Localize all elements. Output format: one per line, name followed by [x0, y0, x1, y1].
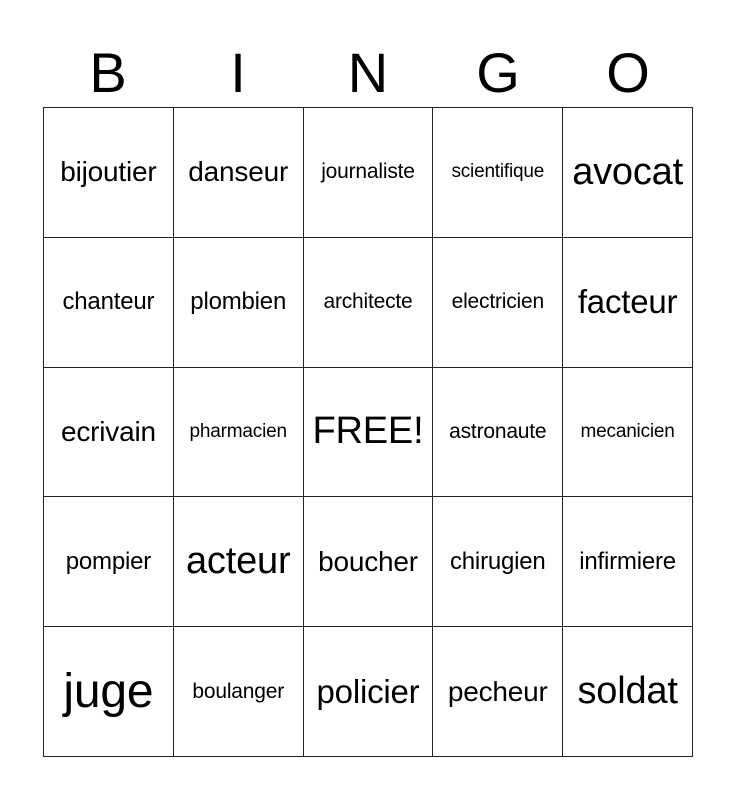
bingo-cell[interactable]: chanteur [44, 238, 174, 368]
bingo-cell[interactable]: boucher [304, 497, 434, 627]
bingo-cell[interactable]: bijoutier [44, 108, 174, 238]
bingo-card-grid [43, 107, 693, 757]
header-letter-i: I [230, 41, 246, 104]
bingo-cell[interactable]: policier [304, 627, 434, 757]
bingo-cell[interactable]: astronaute [433, 368, 563, 498]
bingo-cell[interactable]: electricien [433, 238, 563, 368]
bingo-cell[interactable]: architecte [304, 238, 434, 368]
free-space-cell[interactable]: FREE! [304, 368, 434, 498]
bingo-cell[interactable]: pecheur [433, 627, 563, 757]
bingo-cell[interactable]: chirugien [433, 497, 563, 627]
bingo-cell[interactable]: scientifique [433, 108, 563, 238]
bingo-cell[interactable]: soldat [563, 627, 693, 757]
header-letter-n: N [347, 41, 389, 104]
bingo-cell[interactable]: infirmiere [563, 497, 693, 627]
bingo-header [43, 40, 693, 106]
bingo-cell[interactable]: journaliste [304, 108, 434, 238]
bingo-cell[interactable]: pharmacien [174, 368, 304, 498]
header-letter-o: O [606, 41, 650, 104]
header-letter-b: B [89, 41, 127, 104]
bingo-cell[interactable]: acteur [174, 497, 304, 627]
bingo-cell[interactable]: mecanicien [563, 368, 693, 498]
bingo-cell[interactable]: facteur [563, 238, 693, 368]
bingo-cell[interactable]: juge [44, 627, 174, 757]
bingo-cell[interactable]: danseur [174, 108, 304, 238]
bingo-cell[interactable]: ecrivain [44, 368, 174, 498]
bingo-cell[interactable]: pompier [44, 497, 174, 627]
bingo-cell[interactable]: avocat [563, 108, 693, 238]
bingo-cell[interactable]: boulanger [174, 627, 304, 757]
header-letter-g: G [476, 41, 520, 104]
bingo-cell[interactable]: plombien [174, 238, 304, 368]
